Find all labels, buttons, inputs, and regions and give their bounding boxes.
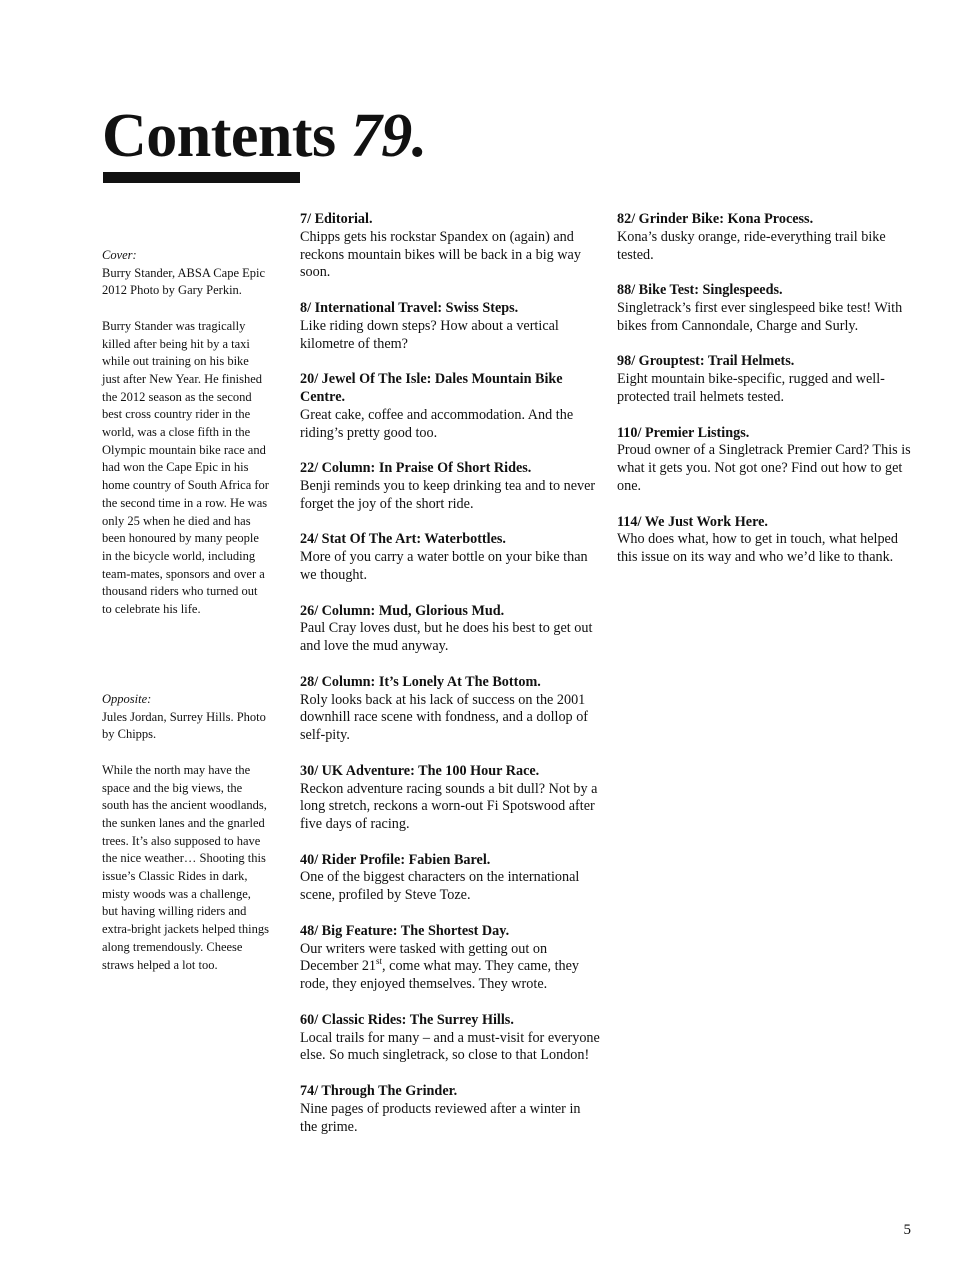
entry-description: Chipps gets his rockstar Spandex on (again) and reckons mountain bikes will be back in a big way soon. xyxy=(300,228,581,281)
contents-entry xyxy=(617,282,913,335)
entry-description-text: Our writers were tasked with getting out on December 21 xyxy=(300,940,548,975)
cover-description: Burry Stander was tragically killed after being hit by a taxi while out training on his bike just after New Year. He finished the 2012 season as the second best cross country rider in the world, was a close fifth in the Olympic mountain bike race and had won the Cape Epic in his home country of South Africa for the second time in a row. He was only 25 when he died and has been honoured by many people in the bicycle world, including team-mates, sponsors and over a thousand riders who turned out to celebrate his life. xyxy=(102,318,269,617)
contents-entry xyxy=(300,852,600,905)
cover-caption xyxy=(102,247,270,636)
title-underline-bar xyxy=(103,172,300,183)
contents-entry xyxy=(300,211,600,282)
cover-credit: Burry Stander, ABSA Cape Epic 2012 Photo by Gary Perkin. xyxy=(102,265,266,298)
entry-heading: 48/ Big Feature: The Shortest Day. xyxy=(300,922,510,939)
contents-entry xyxy=(300,531,600,584)
entry-heading: 22/ Column: In Praise Of Short Rides. xyxy=(300,460,532,477)
entry-description: Roly looks back at his lack of success on the 2001 downhill race scene with fondness, and a dollop of self-pity. xyxy=(300,691,589,744)
contents-column-middle xyxy=(300,211,600,1154)
contents-entry xyxy=(617,425,913,496)
title-text: Contents xyxy=(102,102,336,170)
opposite-caption xyxy=(102,691,270,992)
entry-description: Nine pages of products reviewed after a winter in the grime. xyxy=(300,1100,581,1135)
entry-heading: 28/ Column: It’s Lonely At The Bottom. xyxy=(300,673,541,690)
entry-description: One of the biggest characters on the international scene, profiled by Steve Toze. xyxy=(300,869,580,904)
opposite-credit: Jules Jordan, Surrey Hills. Photo by Chipps. xyxy=(102,709,266,742)
entry-description: Singletrack’s first ever singlespeed bike test! With bikes from Cannondale, Charge and Surly. xyxy=(617,299,903,334)
entry-description: Paul Cray loves dust, but he does his best to get out and love the mud anyway. xyxy=(300,620,593,655)
entry-description: Who does what, how to get in touch, what helped this issue on its way and who we’d like to thank. xyxy=(617,531,898,566)
contents-entry xyxy=(300,371,600,442)
entry-description: Local trails for many – and a must-visit for everyone else. So much singletrack, so close to that London! xyxy=(300,1029,600,1064)
entry-description: Kona’s dusky orange, ride-everything trail bike tested. xyxy=(617,228,886,263)
contents-entry xyxy=(300,1083,600,1136)
entry-heading: 88/ Bike Test: Singlespeeds. xyxy=(617,282,783,299)
entry-heading: 7/ Editorial. xyxy=(300,211,373,227)
entry-description: More of you carry a water bottle on your bike than we thought. xyxy=(300,549,588,583)
entry-description-text: , come what may. They came, they rode, they enjoyed themselves. They wrote. xyxy=(300,958,580,993)
entry-description: Proud owner of a Singletrack Premier Card? This is what it gets you. Not got one? Find out how to get one. xyxy=(617,442,911,494)
issue-number: 79. xyxy=(350,102,427,170)
contents-entry xyxy=(300,603,600,656)
contents-entry xyxy=(617,514,913,567)
entry-description: Like riding down steps? How about a vertical kilometre of them? xyxy=(300,317,559,352)
entry-description: Reckon adventure racing sounds a bit dull? Not by a long stretch, reckons a worn-out Fi Spotswood after five days of racing. xyxy=(300,780,598,833)
entry-description xyxy=(300,941,600,994)
contents-entry xyxy=(300,923,600,994)
entry-description: Eight mountain bike-specific, rugged and well-protected trail helmets tested. xyxy=(617,371,885,405)
entry-heading: 82/ Grinder Bike: Kona Process. xyxy=(617,211,814,227)
contents-entry xyxy=(300,674,600,745)
entry-heading: 98/ Grouptest: Trail Helmets. xyxy=(617,353,795,370)
entry-heading: 8/ International Travel: Swiss Steps. xyxy=(300,299,519,316)
entry-heading: 40/ Rider Profile: Fabien Barel. xyxy=(300,851,491,868)
entry-heading: 24/ Stat Of The Art: Waterbottles. xyxy=(300,531,506,548)
entry-heading: 30/ UK Adventure: The 100 Hour Race. xyxy=(300,762,540,779)
contents-entry xyxy=(300,460,600,513)
entry-description: Benji reminds you to keep drinking tea and to never forget the joy of the short ride. xyxy=(300,477,596,512)
entry-description: Great cake, coffee and accommodation. And the riding’s pretty good too. xyxy=(300,406,574,441)
page-number: 5 xyxy=(903,1222,911,1238)
entry-heading: 74/ Through The Grinder. xyxy=(300,1083,458,1100)
contents-entry xyxy=(300,1012,600,1065)
entry-heading: 114/ We Just Work Here. xyxy=(617,513,768,530)
ordinal-suffix: st xyxy=(376,956,383,967)
contents-entry xyxy=(300,300,600,353)
opposite-description: While the north may have the space and the big views, the south has the ancient woodlands, the sunken lanes and the gnarled trees. It’s also supposed to have the nice weather… Shooting this issue’s Classic Rides in dark, misty woods was a challenge, but having willing riders and extra-bright jackets helped things along tremendously. Cheese straws helped a lot too. xyxy=(102,762,269,972)
contents-entry xyxy=(617,353,913,406)
entry-heading: 60/ Classic Rides: The Surrey Hills. xyxy=(300,1011,514,1028)
contents-entry xyxy=(300,763,600,834)
entry-heading: 20/ Jewel Of The Isle: Dales Mountain Bike Centre. xyxy=(300,371,563,405)
contents-column-right xyxy=(617,211,913,585)
entry-heading: 110/ Premier Listings. xyxy=(617,424,750,441)
entry-heading: 26/ Column: Mud, Glorious Mud. xyxy=(300,602,505,619)
opposite-label: Opposite: xyxy=(102,692,152,706)
contents-entry xyxy=(617,211,913,264)
page-title xyxy=(102,100,427,172)
cover-label: Cover: xyxy=(102,248,137,262)
